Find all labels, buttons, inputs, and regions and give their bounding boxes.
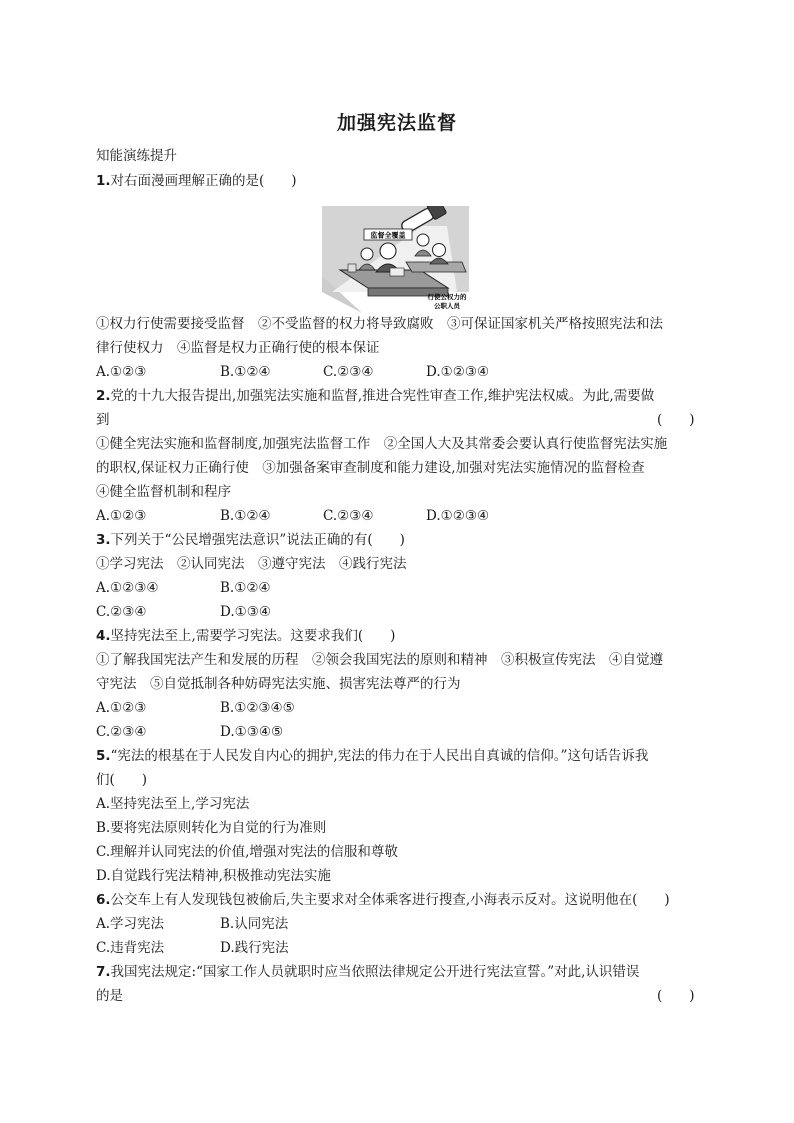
option-c: C.②③④	[323, 364, 374, 380]
statement-line: ①健全宪法实施和监督制度,加强宪法监督工作 ②全国人大及其常委会要认真行使监督宪法实施	[96, 436, 668, 452]
cartoon-sign-text: 监督全覆盖	[370, 231, 406, 240]
page-title: 加强宪法监督	[336, 112, 457, 134]
question-7	[96, 962, 639, 982]
option-d: D.践行宪法	[220, 940, 289, 956]
question-stem: “宪法的根基在于人民发自内心的拥护,宪法的伟力在于人民出自真诚的信仰。”这句话告诉我	[110, 748, 649, 764]
question-2	[96, 386, 654, 406]
option-b: B.①②④	[220, 364, 271, 380]
answer-bracket: ( )	[657, 412, 695, 428]
cartoon-caption-line-2: 公职人员	[434, 302, 460, 310]
question-number: 3.	[96, 532, 111, 548]
option-a: A.①②③	[96, 364, 147, 380]
question-1	[96, 171, 297, 191]
option-d: D.自觉践行宪法精神,积极推动宪法实施	[96, 868, 331, 884]
option-b: B.要将宪法原则转化为自觉的行为准则	[96, 820, 327, 836]
option-c: C.理解并认同宪法的价值,增强对宪法的信服和尊敬	[96, 844, 398, 860]
option-b: B.①②④	[220, 580, 271, 596]
option-b: B.①②③④⑤	[220, 700, 295, 716]
question-stem: 下列关于“公民增强宪法意识”说法正确的有( )	[110, 532, 405, 548]
question-number: 5.	[96, 748, 111, 764]
option-a: A.①②③④	[96, 580, 159, 596]
option-d: D.①③④	[220, 604, 271, 620]
option-c: C.②③④	[96, 604, 147, 620]
option-b: B.认同宪法	[220, 916, 289, 932]
question-stem: 公交车上有人发现钱包被偷后,失主要求对全体乘客进行搜查,小海表示反对。这说明他在( )	[110, 892, 670, 908]
option-c: C.②③④	[96, 724, 147, 740]
option-c: C.②③④	[323, 508, 374, 524]
option-d: D.①②③④	[426, 364, 490, 380]
question-stem-continued: 的是	[96, 988, 123, 1004]
question-number: 7.	[96, 964, 111, 980]
question-stem: 我国宪法规定:“国家工作人员就职时应当依照法律规定公开进行宪法宣誓。”对此,认识错误	[110, 964, 640, 980]
statement-line: 的职权,保证权力正确行使 ③加强备案审查制度和能力建设,加强对宪法实施情况的监督检查	[96, 460, 645, 476]
statement-line: 守宪法 ⑤自觉抵制各种妨碍宪法实施、损害宪法尊严的行为	[96, 676, 461, 692]
question-6	[96, 890, 670, 910]
statement-line: 律行使权力 ④监督是权力正确行使的根本保证	[96, 340, 380, 356]
question-stem-continued: 到	[96, 412, 110, 428]
statement-line: ①了解我国宪法产生和发展的历程 ②领会我国宪法的原则和精神 ③积极宣传宪法 ④自觉遵	[96, 652, 663, 668]
statement-line: ①学习宪法 ②认同宪法 ③遵守宪法 ④践行宪法	[96, 556, 407, 572]
cartoon-caption-line-1: 行使公权力的	[427, 293, 467, 301]
section-heading: 知能演练提升	[96, 148, 177, 164]
question-3	[96, 530, 405, 550]
option-a: A.坚持宪法至上,学习宪法	[96, 796, 250, 812]
question-stem: 党的十九大报告提出,加强宪法实施和监督,推进合宪性审查工作,维护宪法权威。为此,需要做	[110, 388, 655, 404]
option-b: B.①②④	[220, 508, 271, 524]
question-stem: 对右面漫画理解正确的是( )	[110, 173, 297, 189]
cartoon-illustration	[322, 206, 469, 313]
option-a: A.①②③	[96, 508, 147, 524]
question-number: 6.	[96, 892, 111, 908]
question-number: 4.	[96, 628, 111, 644]
question-number: 1.	[96, 173, 111, 189]
question-number: 2.	[96, 388, 111, 404]
option-c: C.违背宪法	[96, 940, 165, 956]
question-5	[96, 746, 648, 766]
statement-line: ④健全监督机制和程序	[96, 484, 231, 500]
option-a: A.学习宪法	[96, 916, 165, 932]
answer-bracket: ( )	[657, 988, 695, 1004]
statement-line: ①权力行使需要接受监督 ②不受监督的权力将导致腐败 ③可保证国家机关严格按照宪法和法	[96, 316, 663, 332]
option-a: A.①②③	[96, 700, 147, 716]
question-4	[96, 626, 395, 646]
option-d: D.①③④⑤	[220, 724, 284, 740]
question-stem-continued: 们( )	[96, 772, 148, 788]
question-stem: 坚持宪法至上,需要学习宪法。这要求我们( )	[110, 628, 396, 644]
option-d: D.①②③④	[426, 508, 490, 524]
